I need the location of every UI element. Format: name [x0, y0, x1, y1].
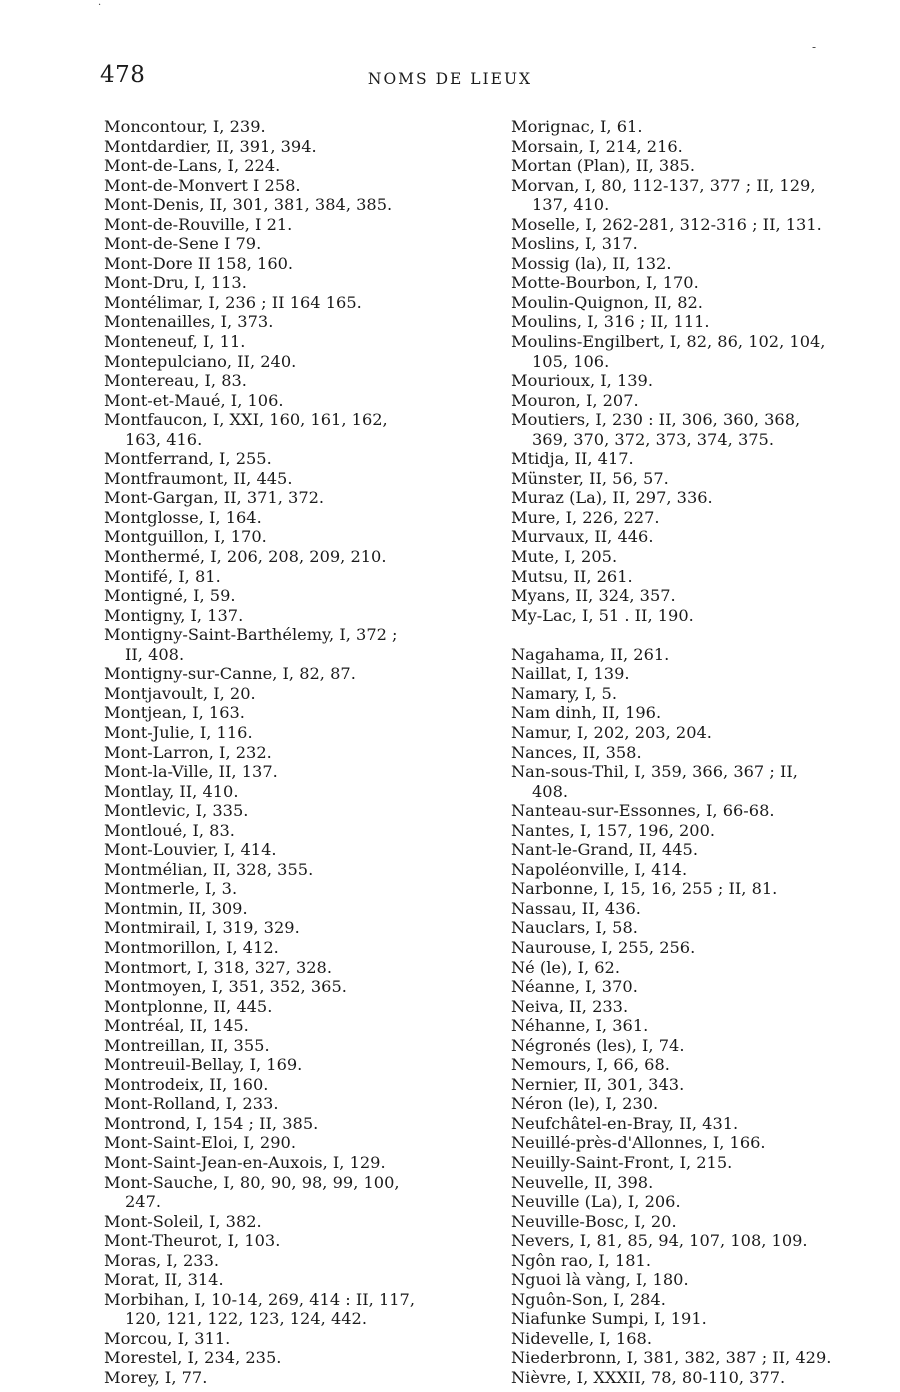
index-entry-text: Montélimar, I, 236 ; II 164 165. — [104, 292, 362, 312]
index-entry — [511, 743, 900, 763]
index-entry — [511, 391, 900, 411]
index-entry-text: Montferrand, I, 255. — [104, 449, 272, 469]
index-entry-text: Morcou, I, 311. — [104, 1328, 231, 1348]
index-column-left — [104, 117, 488, 1388]
index-entry-text: Montrodeix, II, 160. — [104, 1074, 269, 1094]
index-entry — [511, 840, 900, 860]
index-entry — [511, 527, 900, 547]
index-entry-text: Montigné, I, 59. — [104, 586, 236, 606]
index-entry — [104, 1290, 488, 1329]
index-entry — [104, 567, 488, 587]
index-entry — [104, 1251, 488, 1271]
index-entry-text: Mont-la-Ville, II, 137. — [104, 762, 278, 782]
index-entry — [511, 371, 900, 391]
index-entry-text: Morignac, I, 61. — [511, 117, 643, 136]
index-entry-text: Myans, II, 324, 357. — [511, 586, 676, 606]
index-entry-text: Mont-Soleil, I, 382. — [104, 1211, 262, 1231]
index-entry-text: Neiva, II, 233. — [511, 996, 629, 1016]
index-entry-text: Morbihan, I, 10-14, 269, 414 : II, 117, — [104, 1289, 415, 1309]
index-entry — [104, 664, 488, 684]
index-entry — [104, 1270, 488, 1290]
index-entry — [104, 1173, 488, 1212]
index-entry-text: Montigny-sur-Canne, I, 82, 87. — [104, 664, 356, 684]
index-entry — [511, 117, 900, 137]
index-entry — [511, 1270, 900, 1290]
index-entry-text: Néron (le), I, 230. — [511, 1094, 659, 1114]
index-entry — [104, 1016, 488, 1036]
index-entry — [104, 1133, 488, 1153]
index-entry-text: Morestel, I, 234, 235. — [104, 1348, 282, 1368]
index-entry — [511, 1251, 900, 1271]
index-entry — [104, 1231, 488, 1251]
index-entry — [104, 625, 488, 664]
index-entry-text: Montrond, I, 154 ; II, 385. — [104, 1113, 319, 1133]
index-entry-text: Mont-Dore II 158, 160. — [104, 253, 294, 273]
index-entry — [104, 527, 488, 547]
index-entry-text: Nan-sous-Thil, I, 359, 366, 367 ; II, — [511, 762, 798, 782]
index-entry — [511, 1055, 900, 1075]
index-entry — [511, 1153, 900, 1173]
index-entry-text: Montmorillon, I, 412. — [104, 937, 279, 957]
index-entry — [511, 703, 900, 723]
index-entry — [104, 1094, 488, 1114]
index-entry — [511, 137, 900, 157]
index-entry-text: Murvaux, II, 446. — [511, 527, 654, 547]
index-entry-text: Montigny, I, 137. — [104, 605, 244, 625]
index-entry — [104, 352, 488, 372]
index-entry — [104, 469, 488, 489]
index-entry-text: Nièvre, I, XXXII, 78, 80-110, 377. — [511, 1368, 786, 1387]
index-entry-text: Monthermé, I, 206, 208, 209, 210. — [104, 547, 387, 567]
index-entry — [511, 938, 900, 958]
index-entry — [511, 469, 900, 489]
index-entry-text: Moulins-Engilbert, I, 82, 86, 102, 104, — [511, 332, 826, 352]
index-entry — [511, 899, 900, 919]
index-entry — [511, 1348, 900, 1368]
index-entry-continuation: 408. — [532, 781, 569, 801]
index-entry-text: Moulin-Quignon, II, 82. — [511, 292, 703, 312]
index-entry-text: Neuvelle, II, 398. — [511, 1172, 654, 1192]
index-entry-text: Montenailles, I, 373. — [104, 312, 274, 332]
index-entry — [511, 821, 900, 841]
index-entry — [104, 918, 488, 938]
index-entry-text: Mont-Louvier, I, 414. — [104, 840, 277, 860]
section-gap — [511, 625, 900, 645]
index-entry — [104, 684, 488, 704]
index-entry — [511, 254, 900, 274]
index-entry-text: Niafunke Sumpi, I, 191. — [511, 1309, 707, 1329]
index-entry — [104, 1075, 488, 1095]
index-entry — [104, 1036, 488, 1056]
index-entry-text: Mont-Saint-Eloi, I, 290. — [104, 1133, 296, 1153]
index-entry-text: Mont-Dru, I, 113. — [104, 273, 247, 293]
index-entry — [104, 1055, 488, 1075]
index-entry — [104, 782, 488, 802]
index-entry — [511, 1368, 900, 1388]
index-entry-text: Mont-et-Maué, I, 106. — [104, 390, 284, 410]
index-entry — [511, 586, 900, 606]
index-entry — [104, 860, 488, 880]
index-entry-text: Niederbronn, I, 381, 382, 387 ; II, 429. — [511, 1348, 832, 1368]
index-entry-continuation: 120, 121, 122, 123, 124, 442. — [125, 1309, 367, 1329]
index-entry — [104, 762, 488, 782]
index-entry-text: Montepulciano, II, 240. — [104, 351, 297, 371]
index-entry-text: Neuillé-près-d'Allonnes, I, 166. — [511, 1133, 766, 1153]
index-entry — [104, 703, 488, 723]
index-entry — [511, 176, 900, 215]
index-entry — [104, 899, 488, 919]
index-entry — [104, 997, 488, 1017]
index-entry — [104, 137, 488, 157]
index-entry — [511, 1309, 900, 1329]
index-entry — [104, 743, 488, 763]
index-entry — [104, 1368, 488, 1388]
index-entry — [511, 508, 900, 528]
index-entry — [104, 1212, 488, 1232]
index-entry-text: Nanteau-sur-Essonnes, I, 66-68. — [511, 801, 775, 821]
stray-mark: · — [98, 0, 102, 11]
index-entry-text: Montguillon, I, 170. — [104, 527, 267, 547]
index-entry-text: Montreillan, II, 355. — [104, 1035, 270, 1055]
index-entry-text: Montplonne, II, 445. — [104, 996, 273, 1016]
index-entry-text: Namur, I, 202, 203, 204. — [511, 722, 712, 742]
index-entry-text: Montmort, I, 318, 327, 328. — [104, 957, 332, 977]
index-entry-text: Négronés (les), I, 74. — [511, 1035, 685, 1055]
index-entry — [104, 586, 488, 606]
index-entry — [104, 547, 488, 567]
index-entry — [511, 606, 900, 626]
index-entry-text: Namary, I, 5. — [511, 683, 617, 703]
stray-mark: - — [812, 40, 817, 54]
index-entry — [511, 1094, 900, 1114]
index-entry-text: Montmoyen, I, 351, 352, 365. — [104, 977, 347, 997]
index-entry — [104, 977, 488, 997]
index-entry-text: Neuilly-Saint-Front, I, 215. — [511, 1152, 733, 1172]
index-entry-text: Nguôn-Son, I, 284. — [511, 1289, 666, 1309]
index-entry — [511, 1192, 900, 1212]
index-entry-text: Napoléonville, I, 414. — [511, 859, 688, 879]
index-entry-text: Montmélian, II, 328, 355. — [104, 859, 314, 879]
index-entry-text: Mont-Denis, II, 301, 381, 384, 385. — [104, 195, 393, 215]
index-entry-text: My-Lac, I, 51 . II, 190. — [511, 605, 694, 625]
index-entry-text: Nguoi là vàng, I, 180. — [511, 1270, 689, 1290]
index-entry-text: Mouron, I, 207. — [511, 390, 639, 410]
index-entry — [104, 1329, 488, 1349]
index-entry — [511, 488, 900, 508]
index-entry — [104, 117, 488, 137]
index-entry — [511, 312, 900, 332]
index-entry-text: Muraz (La), II, 297, 336. — [511, 488, 713, 508]
index-entry-text: Mure, I, 226, 227. — [511, 507, 660, 527]
index-entry-text: Mont-de-Lans, I, 224. — [104, 156, 281, 176]
index-entry-text: Nantes, I, 157, 196, 200. — [511, 820, 716, 840]
index-entry-text: Montloué, I, 83. — [104, 820, 235, 840]
index-entry — [104, 840, 488, 860]
index-entry-text: Nam dinh, II, 196. — [511, 703, 662, 723]
index-entry — [104, 449, 488, 469]
index-entry — [511, 234, 900, 254]
index-entry-continuation: 105, 106. — [532, 351, 610, 371]
index-entry — [104, 938, 488, 958]
page-number: 478 — [100, 62, 146, 88]
index-entry — [104, 1153, 488, 1173]
index-entry-text: Néhanne, I, 361. — [511, 1016, 649, 1036]
index-entry — [511, 449, 900, 469]
index-entry-text: Né (le), I, 62. — [511, 957, 620, 977]
index-entry — [511, 1290, 900, 1310]
index-entry-text: Morey, I, 77. — [104, 1368, 208, 1387]
index-entry-text: Moncontour, I, 239. — [104, 117, 266, 136]
index-entry — [511, 273, 900, 293]
index-entry — [511, 1212, 900, 1232]
index-entry — [511, 664, 900, 684]
index-entry — [104, 332, 488, 352]
index-entry — [511, 1231, 900, 1251]
index-entry-text: Montmirail, I, 319, 329. — [104, 918, 300, 938]
index-entry-text: Nidevelle, I, 168. — [511, 1328, 652, 1348]
index-entry — [104, 176, 488, 196]
index-entry-text: Montréal, II, 145. — [104, 1016, 249, 1036]
index-entry-text: Nevers, I, 81, 85, 94, 107, 108, 109. — [511, 1231, 808, 1251]
index-entry — [104, 293, 488, 313]
index-entry-text: Moulins, I, 316 ; II, 111. — [511, 312, 710, 332]
index-entry-text: Mont-Theurot, I, 103. — [104, 1231, 281, 1251]
index-entry — [511, 156, 900, 176]
index-entry — [104, 254, 488, 274]
index-entry-text: Mute, I, 205. — [511, 547, 618, 567]
index-entry — [511, 215, 900, 235]
index-entry-text: Mont-Larron, I, 232. — [104, 742, 272, 762]
index-entry-text: Montmin, II, 309. — [104, 898, 248, 918]
index-entry-text: Montfaucon, I, XXI, 160, 161, 162, — [104, 410, 388, 430]
index-entry-text: Montdardier, II, 391, 394. — [104, 136, 317, 156]
index-entry-continuation: II, 408. — [125, 644, 185, 664]
index-entry-text: Neuville (La), I, 206. — [511, 1192, 681, 1212]
index-entry — [511, 293, 900, 313]
index-column-right — [511, 117, 900, 1388]
index-entry-text: Mont-Julie, I, 116. — [104, 722, 253, 742]
index-entry — [104, 801, 488, 821]
index-entry-text: Montlevic, I, 335. — [104, 801, 249, 821]
index-entry-text: Mont-de-Rouville, I 21. — [104, 214, 293, 234]
index-entry-text: Monteneuf, I, 11. — [104, 332, 246, 352]
index-entry — [511, 1114, 900, 1134]
index-entry — [104, 821, 488, 841]
index-entry-text: Mont-Saint-Jean-en-Auxois, I, 129. — [104, 1152, 386, 1172]
index-entry-text: Moselle, I, 262-281, 312-316 ; II, 131. — [511, 214, 822, 234]
index-entry — [104, 273, 488, 293]
index-entry — [104, 958, 488, 978]
index-entry — [511, 977, 900, 997]
index-entry-text: Mont-de-Monvert I 258. — [104, 175, 301, 195]
index-entry-text: Mont-Rolland, I, 233. — [104, 1094, 279, 1114]
index-entry — [104, 234, 488, 254]
running-title: NOMS DE LIEUX — [367, 70, 533, 88]
index-entry — [511, 1016, 900, 1036]
index-entry-text: Montigny-Saint-Barthélemy, I, 372 ; — [104, 625, 398, 645]
index-entry — [511, 801, 900, 821]
index-entry — [511, 332, 900, 371]
index-entry — [511, 684, 900, 704]
index-entry-text: Montreuil-Bellay, I, 169. — [104, 1055, 303, 1075]
index-entry-text: Ngôn rao, I, 181. — [511, 1250, 651, 1270]
index-entry-continuation: 369, 370, 372, 373, 374, 375. — [532, 429, 774, 449]
index-entry — [104, 488, 488, 508]
index-entry — [104, 371, 488, 391]
index-entry — [104, 1348, 488, 1368]
index-entry-text: Nauclars, I, 58. — [511, 918, 638, 938]
index-entry — [511, 1173, 900, 1193]
index-entry — [511, 1075, 900, 1095]
index-entry-text: Naurouse, I, 255, 256. — [511, 937, 696, 957]
index-entry-continuation: 163, 416. — [125, 429, 203, 449]
index-entry-text: Naillat, I, 139. — [511, 664, 630, 684]
index-entry-continuation: 137, 410. — [532, 195, 610, 215]
index-entry-text: Morat, II, 314. — [104, 1270, 224, 1290]
index-entry — [511, 410, 900, 449]
index-entry-text: Moutiers, I, 230 : II, 306, 360, 368, — [511, 410, 801, 430]
index-entry — [511, 547, 900, 567]
index-entry — [104, 1114, 488, 1134]
index-entry-text: Néanne, I, 370. — [511, 977, 638, 997]
index-entry-text: Mourioux, I, 139. — [511, 371, 653, 391]
index-entry-text: Nassau, II, 436. — [511, 898, 641, 918]
index-entry-text: Morsain, I, 214, 216. — [511, 136, 683, 156]
index-entry — [511, 1329, 900, 1349]
index-entry-text: Mossig (la), II, 132. — [511, 253, 672, 273]
index-entry-text: Nemours, I, 66, 68. — [511, 1055, 670, 1075]
index-entry — [104, 312, 488, 332]
index-entry — [511, 723, 900, 743]
index-entry-text: Montjavoult, I, 20. — [104, 683, 256, 703]
index-entry — [104, 723, 488, 743]
index-entry — [511, 567, 900, 587]
index-entry-text: Mtidja, II, 417. — [511, 449, 634, 469]
index-entry-text: Montmerle, I, 3. — [104, 879, 238, 899]
index-entry-text: Neuville-Bosc, I, 20. — [511, 1211, 677, 1231]
index-entry-continuation: 247. — [125, 1192, 162, 1212]
index-entry-text: Morvan, I, 80, 112-137, 377 ; II, 129, — [511, 175, 816, 195]
index-entry — [104, 508, 488, 528]
index-entry-text: Mont-Sauche, I, 80, 90, 98, 99, 100, — [104, 1172, 400, 1192]
index-entry — [104, 879, 488, 899]
index-entry-text: Moras, I, 233. — [104, 1250, 220, 1270]
index-entry — [511, 879, 900, 899]
index-entry-text: Moslins, I, 317. — [511, 234, 638, 254]
index-entry-text: Montfraumont, II, 445. — [104, 468, 293, 488]
index-entry — [104, 606, 488, 626]
index-entry — [104, 410, 488, 449]
index-entry — [511, 1036, 900, 1056]
index-entry-text: Münster, II, 56, 57. — [511, 468, 669, 488]
index-entry — [511, 958, 900, 978]
index-entry-text: Nernier, II, 301, 343. — [511, 1074, 685, 1094]
index-entry — [511, 762, 900, 801]
index-entry — [511, 918, 900, 938]
index-entry-text: Montlay, II, 410. — [104, 781, 239, 801]
index-entry — [104, 215, 488, 235]
index-entry-text: Mortan (Plan), II, 385. — [511, 156, 695, 176]
index-entry-text: Neufchâtel-en-Bray, II, 431. — [511, 1113, 739, 1133]
index-entry — [511, 997, 900, 1017]
index-entry-text: Nant-le-Grand, II, 445. — [511, 840, 698, 860]
index-entry-text: Narbonne, I, 15, 16, 255 ; II, 81. — [511, 879, 778, 899]
index-entry — [511, 1133, 900, 1153]
index-entry-text: Montglosse, I, 164. — [104, 507, 262, 527]
index-entry — [511, 860, 900, 880]
index-entry — [104, 391, 488, 411]
index-entry — [104, 195, 488, 215]
index-entry — [104, 156, 488, 176]
index-entry-text: Nances, II, 358. — [511, 742, 642, 762]
index-entry-text: Mont-de-Sene I 79. — [104, 234, 262, 254]
index-entry-text: Nagahama, II, 261. — [511, 644, 670, 664]
index-entry — [511, 645, 900, 665]
index-entry-text: Montifé, I, 81. — [104, 566, 221, 586]
index-entry-text: Montereau, I, 83. — [104, 371, 247, 391]
index-entry-text: Mont-Gargan, II, 371, 372. — [104, 488, 325, 508]
index-entry-text: Motte-Bourbon, I, 170. — [511, 273, 699, 293]
index-entry-text: Montjean, I, 163. — [104, 703, 245, 723]
index-entry-text: Mutsu, II, 261. — [511, 566, 633, 586]
